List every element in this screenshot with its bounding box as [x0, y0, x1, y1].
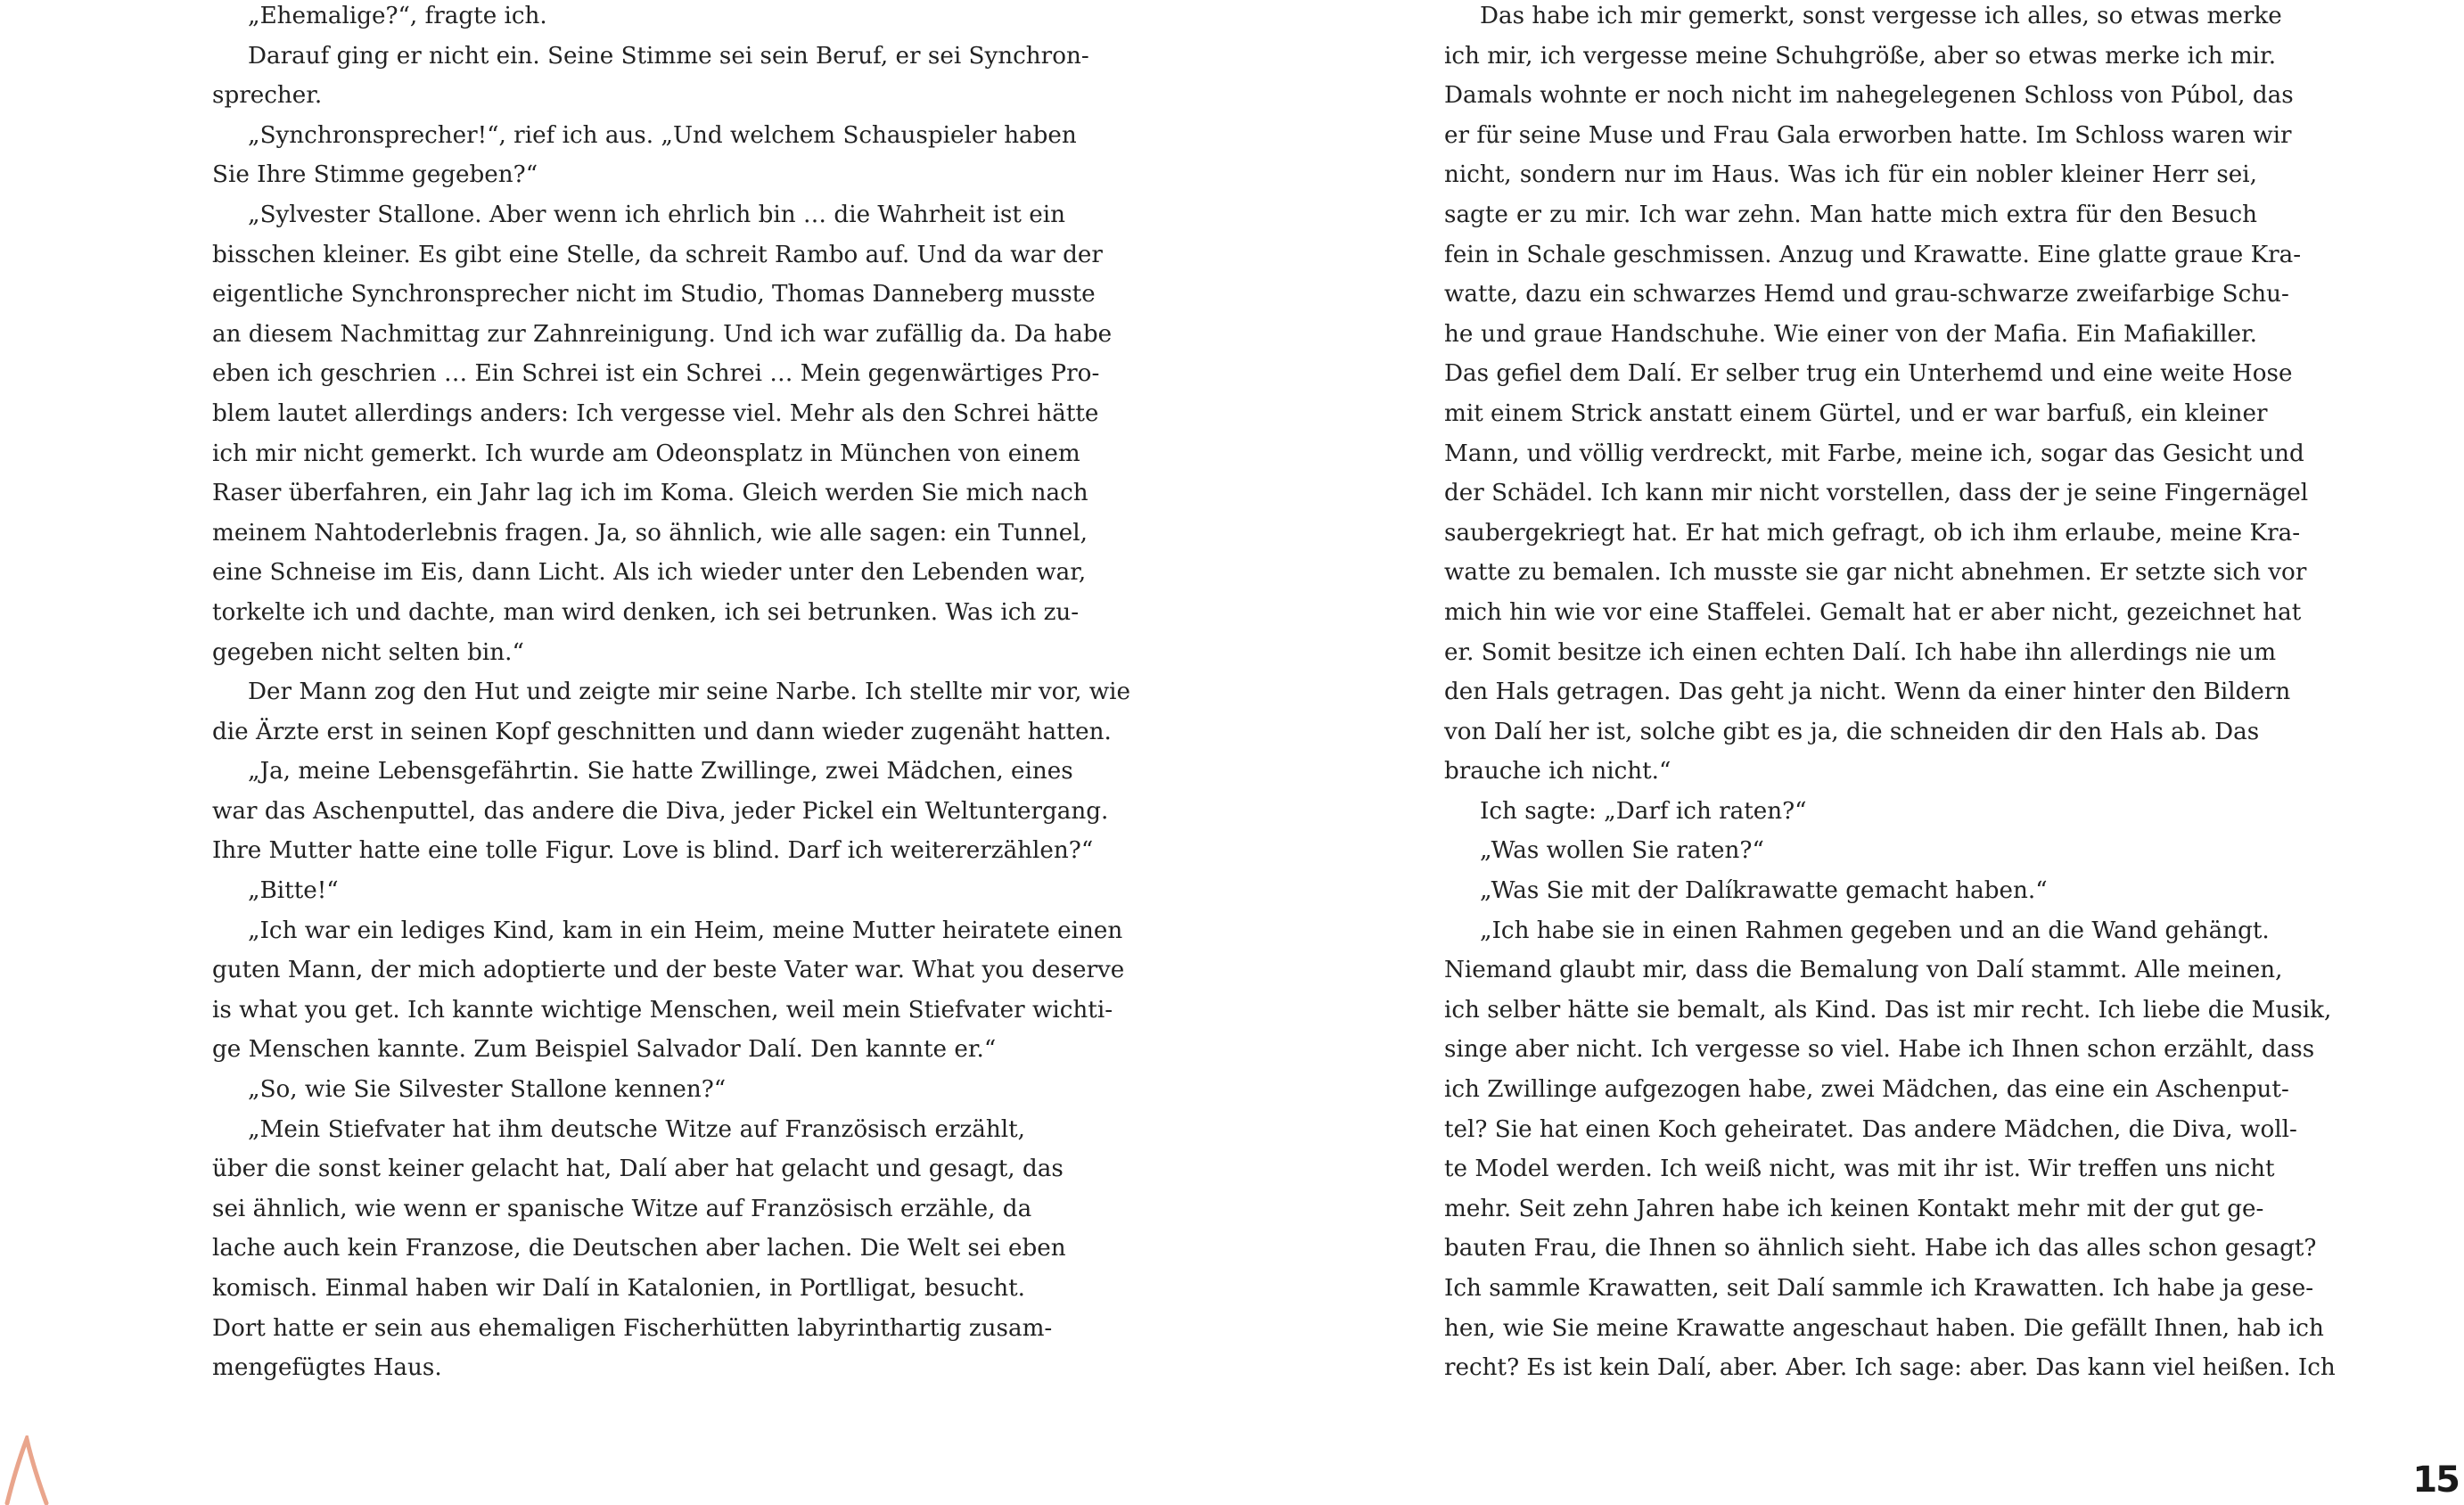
left-line: Ihre Mutter hatte eine tolle Figur. Love is blind. Darf ich weitererzählen?“	[212, 837, 1094, 865]
right-line: fein in Schale geschmissen. Anzug und Krawatte. Eine glatte graue Kra-	[1444, 241, 2302, 268]
left-line: komisch. Einmal haben wir Dalí in Katalonien, in Portlligat, besucht.	[212, 1275, 1025, 1302]
right-line: te Model werden. Ich weiß nicht, was mit ihr ist. Wir treffen uns nicht	[1444, 1155, 2275, 1183]
left-line: mengefügtes Haus.	[212, 1354, 442, 1382]
right-line: hen, wie Sie meine Krawatte angeschaut haben. Die gefällt Ihnen, hab ich	[1444, 1314, 2324, 1342]
right-line: he und graue Handschuhe. Wie einer von der Mafia. Ein Mafiakiller.	[1444, 320, 2257, 348]
right-line: saubergekriegt hat. Er hat mich gefragt, ob ich ihm erlaube, meine Kra-	[1444, 519, 2301, 547]
left-line: Raser überfahren, ein Jahr lag ich im Koma. Gleich werden Sie mich nach	[212, 480, 1088, 507]
left-line: sei ähnlich, wie wenn er spanische Witze auf Französisch erzähle, da	[212, 1195, 1032, 1222]
left-line: „Ehemalige?“, fragte ich.	[248, 3, 547, 29]
left-line: an diesem Nachmittag zur Zahnreinigung. Und ich war zufällig da. Da habe	[212, 320, 1113, 348]
right-line: ich selber hätte sie bemalt, als Kind. Das ist mir recht. Ich liebe die Musik,	[1444, 996, 2332, 1024]
right-line: ich mir, ich vergesse meine Schuhgröße, aber so etwas merke ich mir.	[1444, 42, 2277, 70]
left-page-text	[212, 0, 1131, 1388]
right-line: er für seine Muse und Frau Gala erworben hatte. Im Schloss waren wir	[1444, 121, 2292, 149]
right-line: Mann, und völlig verdreckt, mit Farbe, meine ich, sogar das Gesicht und	[1444, 440, 2304, 467]
right-line: Ich sammle Krawatten, seit Dalí sammle ich Krawatten. Ich habe ja gese-	[1444, 1275, 2314, 1302]
left-line: „Mein Stiefvater hat ihm deutsche Witze auf Französisch erzählt,	[248, 1115, 1025, 1143]
right-line: „Was Sie mit der Dalíkrawatte gemacht haben.“	[1480, 877, 2048, 905]
left-line: gegeben nicht selten bin.“	[212, 638, 524, 666]
right-line: Das gefiel dem Dalí. Er selber trug ein Unterhemd und eine weite Hose	[1444, 360, 2293, 388]
right-line: mich hin wie vor eine Staffelei. Gemalt hat er aber nicht, gezeichnet hat	[1444, 598, 2302, 626]
right-line: watte, dazu ein schwarzes Hemd und grau-schwarze zweifarbige Schu-	[1444, 281, 2289, 308]
left-line: Der Mann zog den Hut und zeigte mir seine Narbe. Ich stellte mir vor, wie	[248, 678, 1131, 706]
right-line: watte zu bemalen. Ich musste sie gar nicht abnehmen. Er setzte sich vor	[1444, 559, 2307, 587]
left-line: eigentliche Synchronsprecher nicht im Studio, Thomas Danneberg musste	[212, 281, 1096, 308]
right-line: recht? Es ist kein Dalí, aber. Aber. Ich sage: aber. Das kann viel heißen. Ich	[1444, 1354, 2336, 1382]
left-line: torkelte ich und dachte, man wird denken, ich sei betrunken. Was ich zu-	[212, 598, 1080, 626]
left-line: war das Aschenputtel, das andere die Diva, jeder Pickel ein Weltuntergang.	[212, 797, 1109, 825]
right-line: brauche ich nicht.“	[1444, 758, 1671, 785]
right-line: bauten Frau, die Ihnen so ähnlich sieht. Habe ich das alles schon gesagt?	[1444, 1235, 2317, 1262]
right-line: nicht, sondern nur im Haus. Was ich für ein nobler kleiner Herr sei,	[1444, 161, 2257, 189]
right-line: Ich sagte: „Darf ich raten?“	[1480, 797, 1807, 825]
left-line: „Ich war ein lediges Kind, kam in ein Heim, meine Mutter heiratete einen	[248, 917, 1123, 944]
page-number: 15	[2412, 1460, 2459, 1501]
right-line: mehr. Seit zehn Jahren habe ich keinen Kontakt mehr mit der gut ge-	[1444, 1195, 2264, 1222]
left-line: „Synchronsprecher!“, rief ich aus. „Und welchem Schauspieler haben	[248, 121, 1077, 149]
right-line: „Was wollen Sie raten?“	[1480, 837, 1764, 865]
right-line: tel? Sie hat einen Koch geheiratet. Das andere Mädchen, die Diva, woll-	[1444, 1115, 2297, 1143]
left-line: Sie Ihre Stimme gegeben?“	[212, 161, 538, 189]
right-line: Niemand glaubt mir, dass die Bemalung von Dalí stammt. Alle meinen,	[1444, 957, 2283, 984]
left-line: „Ja, meine Lebensgefährtin. Sie hatte Zwillinge, zwei Mädchen, eines	[248, 758, 1073, 785]
right-line: ich Zwillinge aufgezogen habe, zwei Mädchen, das eine ein Aschenput-	[1444, 1076, 2289, 1104]
left-line: „Bitte!“	[248, 877, 339, 905]
left-line: Dort hatte er sein aus ehemaligen Fischerhütten labyrinthartig zusam-	[212, 1314, 1053, 1342]
right-line: der Schädel. Ich kann mir nicht vorstellen, dass der je seine Fingernägel	[1444, 480, 2309, 507]
right-line: sagte er zu mir. Ich war zehn. Man hatte mich extra für den Besuch	[1444, 201, 2257, 228]
left-line: eine Schneise im Eis, dann Licht. Als ich wieder unter den Lebenden war,	[212, 559, 1087, 587]
left-line: über die sonst keiner gelacht hat, Dalí aber hat gelacht und gesagt, das	[212, 1155, 1064, 1183]
right-line: den Hals getragen. Das geht ja nicht. Wenn da einer hinter den Bildern	[1444, 678, 2291, 706]
right-line: er. Somit besitze ich einen echten Dalí. Ich habe ihn allerdings nie um	[1444, 638, 2277, 666]
left-line: blem lautet allerdings anders: Ich vergesse viel. Mehr als den Schrei hätte	[212, 399, 1099, 427]
left-line: meinem Nahtoderlebnis fragen. Ja, so ähnlich, wie alle sagen: ein Tunnel,	[212, 519, 1088, 547]
right-line: Damals wohnte er noch nicht im nahegelegenen Schloss von Púbol, das	[1444, 82, 2294, 110]
left-line: guten Mann, der mich adoptierte und der beste Vater war. What you deserve	[212, 957, 1125, 984]
left-line: bisschen kleiner. Es gibt eine Stelle, da schreit Rambo auf. Und da war der	[212, 241, 1103, 268]
left-line: die Ärzte erst in seinen Kopf geschnitten und dann wieder zugenäht hatten.	[212, 718, 1112, 745]
right-line: von Dalí her ist, solche gibt es ja, die schneiden dir den Hals ab. Das	[1444, 718, 2260, 745]
left-line: „So, wie Sie Silvester Stallone kennen?“	[248, 1076, 727, 1104]
right-line: mit einem Strick anstatt einem Gürtel, und er war barfuß, ein kleiner	[1444, 399, 2268, 427]
left-line: eben ich geschrien … Ein Schrei ist ein Schrei … Mein gegenwärtiges Pro-	[212, 360, 1100, 388]
left-line: ich mir nicht gemerkt. Ich wurde am Odeonsplatz in München von einem	[212, 440, 1080, 467]
left-line: lache auch kein Franzose, die Deutschen aber lachen. Die Welt sei eben	[212, 1235, 1066, 1262]
left-line: „Sylvester Stallone. Aber wenn ich ehrlich bin … die Wahrheit ist ein	[248, 201, 1066, 228]
page-corner-marker-icon	[0, 1435, 53, 1505]
right-line: „Ich habe sie in einen Rahmen gegeben und an die Wand gehängt.	[1480, 917, 2270, 944]
right-line: Das habe ich mir gemerkt, sonst vergesse ich alles, so etwas merke	[1480, 3, 2282, 29]
right-line: singe aber nicht. Ich vergesse so viel. Habe ich Ihnen schon erzählt, dass	[1444, 1036, 2315, 1064]
left-line: is what you get. Ich kannte wichtige Menschen, weil mein Stiefvater wichti-	[212, 996, 1113, 1024]
right-page-text	[1444, 0, 2336, 1388]
left-line: ge Menschen kannte. Zum Beispiel Salvador Dalí. Den kannte er.“	[212, 1036, 997, 1064]
left-line: Darauf ging er nicht ein. Seine Stimme sei sein Beruf, er sei Synchron-	[248, 42, 1089, 70]
left-line: sprecher.	[212, 82, 323, 110]
